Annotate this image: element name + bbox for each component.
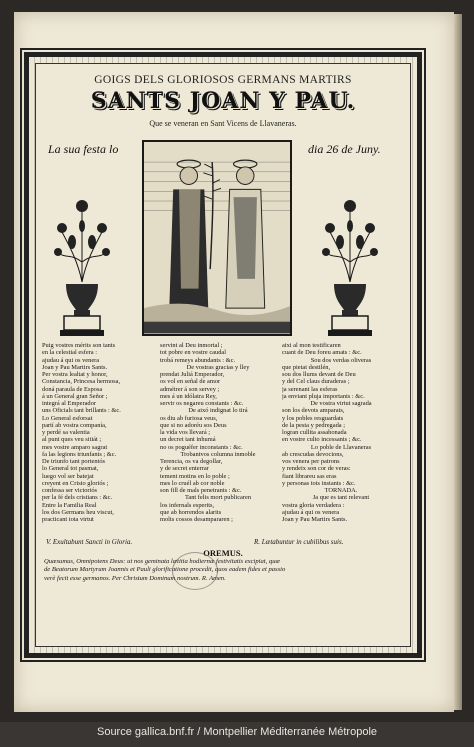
verses-block xyxy=(42,342,398,538)
verse-line: ja serenant las esferas xyxy=(282,385,338,393)
verse-line: Joan y Pau Martirs Sants. xyxy=(42,363,108,371)
verse-line: luego vol ser batejat xyxy=(42,472,94,480)
verse-line: confessa ser victoriós xyxy=(42,487,98,494)
verse-line: Tant felis mort publicaren xyxy=(184,494,252,502)
verse-line: son los devots amparats, xyxy=(282,407,345,415)
verse-column-1 xyxy=(42,342,154,523)
feast-date-right: dia 26 de Juny. xyxy=(308,142,381,156)
verse-line: que si no adoréu sos Deus xyxy=(160,421,227,429)
verse-line: Sou dos verdas oliveras xyxy=(310,356,372,364)
verse-column-3 xyxy=(282,342,400,523)
verse-line: logran cullita assahonada xyxy=(282,429,347,436)
verse-line: vos venera per patrons xyxy=(282,458,340,465)
verse-line: mes vostre amparo sagrat xyxy=(42,443,108,451)
verse-line: y personas tots instants : &c. xyxy=(282,479,356,487)
verse-line: que pietat destilén, xyxy=(282,363,331,371)
oremus-heading: OREMUS. xyxy=(203,548,243,558)
verse-line: en vostre culto incessants ; &c. xyxy=(282,436,362,444)
verse-line: uns Oficials tant brillants : &c. xyxy=(42,407,121,415)
verse-line: integrá al Emperador xyxy=(42,400,96,407)
verse-line: aixi al mon testificaren xyxy=(282,342,341,349)
verse-line: ja enviant pluja importants : &c. xyxy=(282,392,365,400)
tornada-heading: TORNADA. xyxy=(324,487,358,494)
verse-line: vostra gloria verdadera : xyxy=(282,501,345,509)
prayer-line: de Beatorum Martyrum Joannis et Pauli glorificatione procedit, quos eadem fides et passio xyxy=(44,566,286,574)
prayer-line: verè fecit esse germanos. Per Christum Dominum nostrum. R. Amen. xyxy=(44,574,226,582)
verse-line: tement motins en lo poble ; xyxy=(160,472,230,480)
subtitle: Que se veneran en Sant Vicens de Llavaneras. xyxy=(149,119,297,128)
verse-line: son fill de mals penetrants : &c. xyxy=(160,487,242,494)
verse-line: De vostra virtut sagrada xyxy=(310,400,372,407)
verse-line: os vol en señal de amor xyxy=(160,378,221,386)
verse-line: y los pobles resguardats xyxy=(282,414,344,422)
verse-line: de la pesta y pedregada ; xyxy=(282,421,345,429)
verse-line: ajudau á qui os venera xyxy=(42,356,100,364)
verse-line: en la celestial esfera : xyxy=(42,349,97,357)
prayer-line: Quæsumus, Omnipotens Deus: ut nos geminata lætitia hodiernæ festivitatis excipiat, quæ xyxy=(44,558,280,565)
verse-line: y del Cel claus duraderas ; xyxy=(282,378,350,386)
title-line-1: GOIGS DELS GLORIOSOS GERMANS MARTIRS xyxy=(94,74,352,86)
verse-line: trobá remeys abundants : &c. xyxy=(160,356,236,364)
document-body xyxy=(35,63,411,647)
verse-line: servir os negareu constants : &c. xyxy=(160,400,244,407)
verse-line: Ja que es tant relevant xyxy=(312,494,370,502)
verse-line: los dos Germans heu viscut, xyxy=(42,508,114,516)
verse-line: ajudau á qui os venera xyxy=(282,508,340,516)
flower-vase-left xyxy=(52,192,112,338)
verse-line: Puig vostres mérits son tants xyxy=(42,342,116,349)
verse-line: doná paraula de Esposa xyxy=(42,385,103,393)
source-caption: Source gallica.bnf.fr / Montpellier Méditerranée Métropole xyxy=(96,726,378,738)
verse-line: mes lo cruél ab cor noble xyxy=(160,479,225,487)
flower-vase-right xyxy=(320,192,380,338)
response: R. Lætabuntur in cubilibus suis. xyxy=(254,538,344,546)
verse-line: servint al Deu inmortal ; xyxy=(160,342,223,349)
verse-line: que ab horrendos alarits xyxy=(160,508,222,516)
verse-line: no os poguéfer inconstants : &c. xyxy=(160,443,243,451)
verse-line: Constancia, Princesa hermosa, xyxy=(42,378,121,386)
library-stamp xyxy=(172,552,218,590)
title-line-2: SANTS JOAN Y PAU. xyxy=(90,88,356,114)
verse-line: De vostras gracias y lley xyxy=(186,363,250,371)
verse-line: Trobantvos columna inmoble xyxy=(180,450,256,458)
verse-line: Lo General esforsat xyxy=(42,414,93,422)
verse-line: De triunfo tant portentós xyxy=(42,458,106,465)
verse-line: admétrer á son servey ; xyxy=(160,385,220,393)
verse-line: Per vostra lealtat y honor, xyxy=(42,371,108,378)
verse-line: sou dos llums devant de Deu xyxy=(282,371,356,378)
verse-line: De aixó indignat lo tirá xyxy=(188,407,248,415)
verse-line: la vida vos llevará ; xyxy=(160,429,211,436)
verse-line: y rendeix son cor de veras: xyxy=(282,465,351,473)
saints-engraving xyxy=(142,140,292,336)
verse-line: y de secret enterrar xyxy=(160,465,209,473)
verse-line: prendat Juliá Emperador, xyxy=(160,371,225,378)
verse-line: un decret tant inhumá xyxy=(160,436,216,444)
verse-line: fiant librareu sas eras xyxy=(282,472,337,480)
verse-line: mes á un idólatra Rey, xyxy=(160,392,217,400)
verse-line: los infernals esperits, xyxy=(160,501,215,509)
decorative-border xyxy=(24,52,422,658)
verse-line: creyent en Cristo gloriós ; xyxy=(42,479,109,487)
page-edge xyxy=(454,14,462,710)
oremus-prayer xyxy=(44,558,408,583)
verse-line: Entre la Familia Real xyxy=(42,501,97,509)
verse-line: partí ab vostra companía, xyxy=(42,421,107,429)
feast-date-left: La sua festa lo xyxy=(48,142,119,156)
versicle: V. Exultabunt Sancti in Gloria. xyxy=(46,538,133,546)
verse-line: Terencia, os va degollar, xyxy=(160,458,223,465)
verse-line: tot pobre en vostre caudal xyxy=(160,349,227,357)
verse-line: os diu ab furiosa veus, xyxy=(160,414,218,422)
verse-line: Lo poble de Llavaneras xyxy=(310,443,372,451)
verse-line: practicant tota virtut xyxy=(42,516,94,523)
verse-line: ab crescudas devocions, xyxy=(282,450,344,458)
verse-line: per la fé dels cristians : &c. xyxy=(42,494,113,502)
verse-line: fa las legions triunfants ; &c. xyxy=(42,450,117,458)
verse-line: á un General gran Señor ; xyxy=(42,392,108,400)
verse-line: Joan y Pau Martirs Sants. xyxy=(282,516,348,523)
verse-line: lo General tot pasmat, xyxy=(42,465,99,473)
verse-column-2 xyxy=(160,342,276,523)
verse-line: y perdé sa valentia xyxy=(42,429,90,436)
verse-line: al punt ques veu sitiát ; xyxy=(42,436,102,444)
verse-line: molts cossos desampararen ; xyxy=(160,516,233,523)
verse-line: cuant de Deu foreu amats : &c. xyxy=(282,349,362,357)
